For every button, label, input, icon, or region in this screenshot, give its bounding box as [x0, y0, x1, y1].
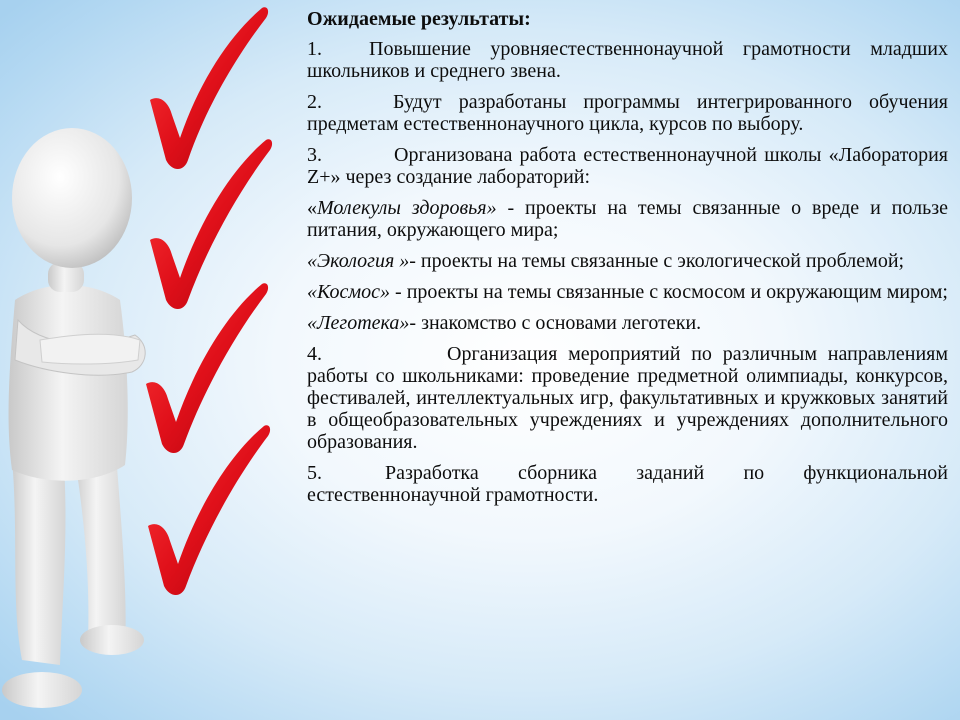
lab-name: «Экология »: [307, 250, 410, 272]
item-number: 1.: [307, 38, 322, 60]
list-item: [307, 144, 948, 188]
checkmark-icon: [150, 7, 268, 169]
checkmark-icon: [148, 425, 270, 595]
item-text: Разработка сборника заданий по функциональной естественнонаучной грамотности.: [307, 462, 948, 506]
expected-results-text: [307, 8, 948, 515]
lab-item: [307, 312, 948, 334]
lab-name: «Леготека»: [307, 312, 410, 334]
list-item: [307, 91, 948, 135]
person-with-checkmarks-illustration: [0, 0, 300, 720]
lab-quote: «: [307, 197, 317, 219]
lab-description: - проекты на темы связанные о вреде и пользе питания, окружающего мира;: [307, 197, 948, 241]
person-figure: [2, 128, 145, 708]
item-number: 2.: [307, 91, 322, 113]
item-text: Организована работа естественнонаучной школы «Лаборатория Z+» через создание лабораторий:: [307, 144, 948, 188]
item-number: 4.: [307, 343, 322, 365]
item-text: Организация мероприятий по различным направлениям работы со школьниками: проведение предметной олимпиады, конкурсов, фестивалей, интеллектуальных игр, факультативных и кружковых занятий в общеобразовательных учреждениях и учреждениях дополнительного образования.: [307, 343, 948, 453]
lab-description: - знакомство с основами леготеки.: [409, 312, 702, 334]
list-item: [307, 462, 948, 506]
section-title: Ожидаемые результаты:: [307, 8, 531, 30]
lab-description: - проекты на темы связанные с космосом и окружающим миром;: [390, 281, 948, 303]
lab-item: [307, 250, 948, 272]
item-number: 5.: [307, 462, 322, 484]
item-text: Повышение уровняестественнонаучной грамотности младших школьников и среднего звена.: [307, 38, 948, 82]
checkmark-icon: [146, 283, 268, 453]
item-number: 3.: [307, 144, 322, 166]
lab-description: - проекты на темы связанные с экологической проблемой;: [409, 250, 905, 272]
lab-name: «Космос»: [307, 281, 391, 303]
item-text: Будут разработаны программы интегрированного обучения предметам естественнонаучного цикла, курсов по выбору.: [307, 91, 948, 135]
lab-item: [307, 197, 948, 241]
lab-name: Молекулы здоровья»: [317, 197, 497, 219]
list-item: [307, 343, 948, 453]
checkmark-icon: [150, 139, 272, 309]
lab-item: [307, 281, 948, 303]
list-item: [307, 38, 948, 82]
